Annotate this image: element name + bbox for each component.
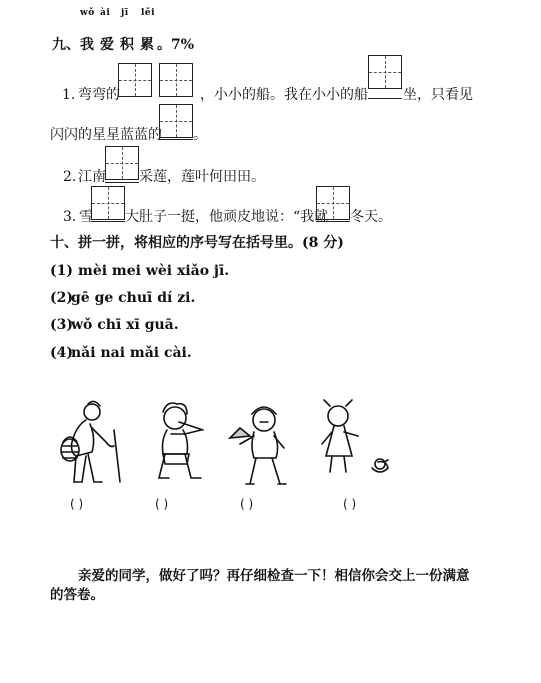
- q3-writing-box-2[interactable]: [316, 186, 350, 220]
- q1-writing-box-1[interactable]: [118, 63, 152, 97]
- q1-line2-text: 闪闪的星星蓝蓝的: [50, 127, 162, 143]
- pinyin-item-4-text: nǎi nai mǎi cài.: [71, 345, 192, 361]
- pinyin-ji: jī: [121, 8, 129, 18]
- section9-char-ai: 爱: [100, 37, 114, 53]
- answer-paren-4[interactable]: ( ): [343, 497, 357, 511]
- q1-writing-box-4[interactable]: [159, 104, 193, 138]
- section9-char-wo: 我: [80, 37, 94, 53]
- closing-line-1: 亲爱的同学，做好了吗？再仔细检查一下！相信你会交上一份满意: [78, 568, 470, 584]
- section9-char-lei: 累: [140, 37, 154, 53]
- answer-paren-2[interactable]: ( ): [155, 497, 169, 511]
- q3-text-after: 冬天。: [350, 209, 392, 225]
- q3-writing-box-1[interactable]: [91, 186, 125, 220]
- q1-writing-box-2[interactable]: [159, 63, 193, 97]
- q2-writing-box[interactable]: [105, 146, 139, 180]
- q2-text-after: 采莲，莲叶何田田。: [139, 169, 265, 185]
- q3-answer-line-1: [91, 221, 125, 222]
- q2-answer-line: [105, 182, 139, 183]
- q2-text-before: 江南: [78, 169, 106, 185]
- q1-text-middle: ，小小的船。我在小小的船: [200, 87, 368, 103]
- answer-paren-3[interactable]: ( ): [240, 497, 254, 511]
- section9-char-ji: 积: [120, 37, 134, 53]
- pinyin-item-1-text: mèi mei wèi xiǎo jī.: [78, 263, 230, 279]
- pinyin-item-3-text: wǒ chī xī guā.: [71, 317, 179, 333]
- closing-line-2: 的答卷。: [50, 587, 104, 603]
- pinyin-lei: lěi: [141, 8, 156, 18]
- q3-number: 3.: [63, 209, 77, 225]
- q2-number: 2.: [63, 169, 77, 185]
- section9-number: 九、: [52, 37, 80, 53]
- pinyin-ai: ài: [100, 8, 111, 18]
- girl-chick-illustration: [310, 398, 400, 488]
- pinyin-wo: wǒ: [80, 8, 95, 18]
- q1-writing-box-3[interactable]: [368, 55, 402, 89]
- section10-title: 十、拼一拼，将相应的序号写在括号里。(8 分): [50, 235, 344, 251]
- grandma-illustration: [48, 400, 128, 490]
- q3-text-before: 雪: [79, 209, 93, 225]
- q1-text-after: 坐，只看见: [403, 87, 473, 103]
- q1-answer-line-4: [159, 139, 193, 140]
- q1-answer-line-3: [368, 98, 402, 99]
- q3-text-middle: 大肚子一挺，他顽皮地说：“我就: [125, 209, 329, 225]
- q3-answer-line-2: [316, 221, 350, 222]
- boy-flute-illustration: [145, 400, 215, 490]
- section9-score: 。7%: [157, 37, 195, 53]
- pinyin-item-2-number: (2): [50, 290, 73, 306]
- q1-text-before: 弯弯的: [78, 87, 120, 103]
- pinyin-item-3-number: (3): [50, 317, 73, 333]
- q1-line2-end: 。: [193, 127, 207, 143]
- answer-paren-1[interactable]: ( ): [70, 497, 84, 511]
- pinyin-item-2-text: gē ge chuī dí zi.: [71, 290, 196, 306]
- pinyin-item-1-number: (1): [50, 263, 73, 279]
- q1-number: 1.: [62, 87, 76, 103]
- pinyin-item-4-number: (4): [50, 345, 73, 361]
- child-cake-illustration: [222, 400, 302, 490]
